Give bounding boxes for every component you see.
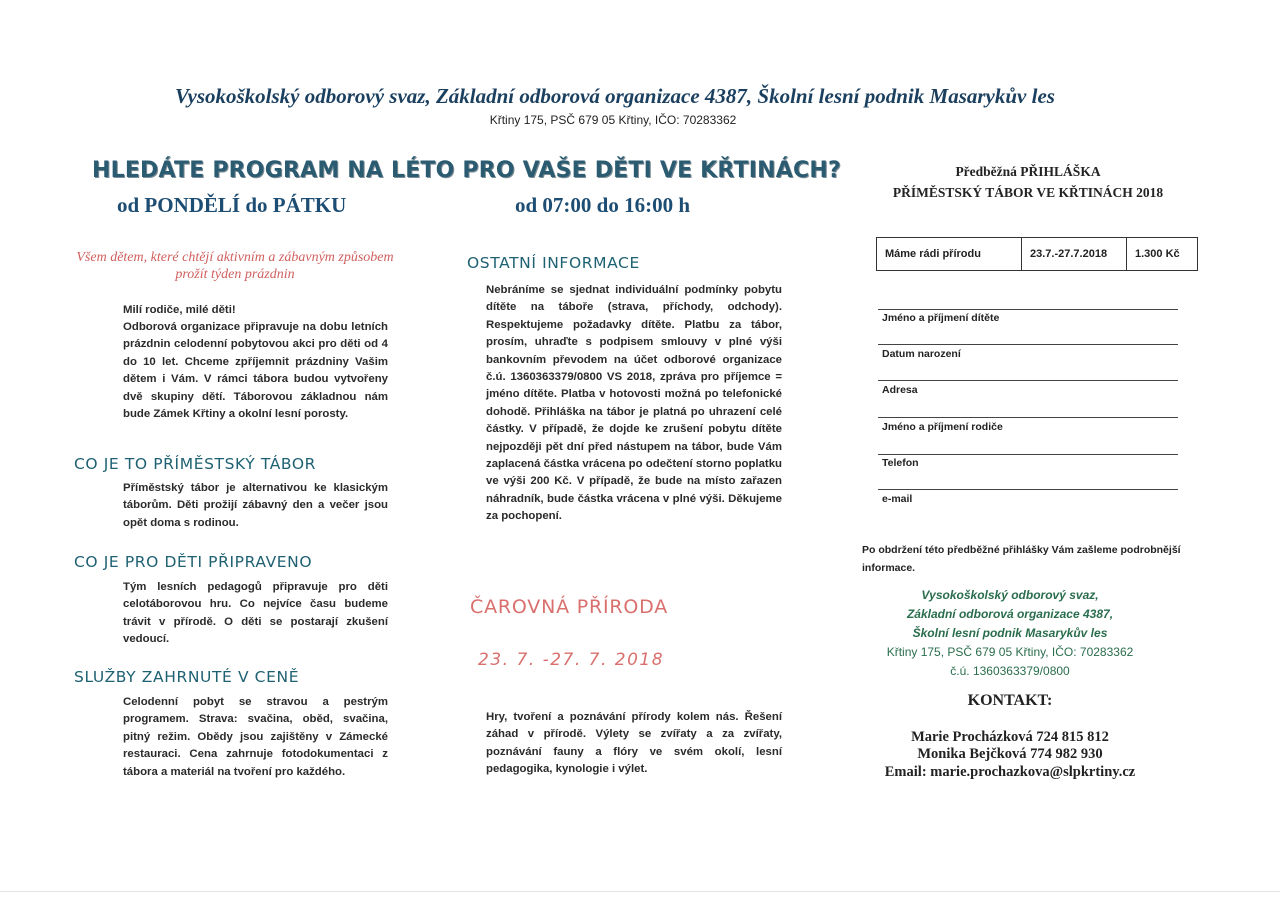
pricing-price: 1.300 Kč — [1127, 238, 1198, 271]
org-line-4: Křtiny 175, PSČ 679 05 Křtiny, IČO: 70283362 — [886, 645, 1134, 659]
schedule-days: od PONDĚLÍ do PÁTKU — [117, 193, 347, 217]
organization-title: Vysokoškolský odborový svaz, Základní odborová organizace 4387, Školní lesní podnik Masarykův les — [175, 84, 1055, 108]
child-name-label: Jméno a příjmení dítěte — [882, 312, 1000, 324]
pricing-row — [877, 238, 1198, 271]
registration-note: Po obdržení této předběžné přihlášky Vám zašleme podrobnější informace. — [862, 544, 1181, 574]
birth-date-line[interactable] — [878, 344, 1178, 345]
registration-subtitle: PŘÍMĚSTSKÝ TÁBOR VE KŘTINÁCH 2018 — [892, 185, 1164, 200]
page-bottom-divider — [0, 891, 1280, 892]
intro-greeting: Milí rodiče, milé děti! — [123, 304, 236, 316]
contact-title: KONTAKT: — [967, 692, 1053, 709]
phone-line[interactable] — [878, 454, 1178, 455]
contact-person-2: Monika Bejčková 774 982 930 — [917, 746, 1103, 762]
organization-block — [860, 586, 1160, 681]
contact-email[interactable]: Email: marie.prochazkova@slpkrtiny.cz — [884, 764, 1136, 780]
tagline: Všem dětem, které chtějí aktivním a zábavným způsobem prožít týden prázdnin — [76, 250, 394, 282]
phone-label: Telefon — [882, 457, 919, 469]
main-headline: HLEDÁTE PROGRAM NA LÉTO PRO VAŠE DĚTI VE KŘTINÁCH? — [92, 158, 841, 183]
pricing-program: Máme rádi přírodu — [877, 238, 1022, 271]
parent-name-line[interactable] — [878, 417, 1178, 418]
section-heading-what-is-camp: CO JE TO PŘÍMĚSTSKÝ TÁBOR — [74, 455, 317, 473]
section-text-included-services: Celodenní pobyt se stravou a pestrým programem. Strava: svačina, oběd, svačina, pitný režim. Obědy jsou zajištěny v Zámecké restauraci. Cena zahrnuje fotodokumentaci z tábora a materiál na tvoření pro každého. — [123, 696, 388, 778]
contact-person-1: Marie Procházková 724 815 812 — [911, 729, 1109, 745]
organization-address: Křtiny 175, PSČ 679 05 Křtiny, IČO: 70283362 — [489, 113, 737, 127]
email-label: e-mail — [882, 493, 913, 505]
theme-dates: 23. 7. -27. 7. 2018 — [478, 650, 665, 670]
org-line-5: č.ú. 1360363379/0800 — [950, 664, 1070, 678]
pricing-table — [876, 237, 1198, 271]
org-line-3: Školní lesní podnik Masarykův les — [912, 626, 1108, 640]
other-info-text: Nebráníme se sjednat individuální podmínky pobytu dítěte na táboře (strava, příchody, odchody). Respektujeme požadavky dítěte. Platbu za tábor, prosím, uhraďte s podpisem smlouvy v plné výši bankovním převodem na účet odborové organizace č.ú. 1360363379/0800 VS 2018, zpráva pro příjemce = jméno dítěte. Platba v hotovosti možná po telefonické dohodě. Přihláška na tábor je platná po uhrazení celé částky. V případě, že dojde ke zrušení pobytu dítěte nejpozději pět dní před nástupem na tábor, bude Vám zaplacená částka vrácena po odečtení storno poplatku ve výši 200 Kč. V případě, že bude na místo zařazen náhradník, bude částka vrácena v plné výši. Děkujeme za pochopení. — [486, 284, 782, 523]
address-line[interactable] — [878, 380, 1178, 381]
theme-title: ČAROVNÁ PŘÍRODA — [470, 596, 669, 618]
birth-date-label: Datum narození — [882, 348, 961, 360]
org-line-1: Vysokoškolský odborový svaz, — [921, 588, 1099, 602]
pricing-dates: 23.7.-27.7.2018 — [1022, 238, 1127, 271]
section-text-what-is-camp: Příměstský tábor je alternativou ke klasickým táborům. Děti prožijí zábavný den a večer jsou opět doma s rodinou. — [123, 482, 388, 529]
email-line[interactable] — [878, 489, 1178, 490]
section-heading-other-info: OSTATNÍ INFORMACE — [467, 254, 640, 272]
section-heading-prepared: CO JE PRO DĚTI PŘIPRAVENO — [74, 553, 313, 571]
section-text-prepared: Tým lesních pedagogů připravuje pro děti celotáborovou hru. Co nejvíce času budeme trávit v přírodě. O děti se postarají zkušení vedoucí. — [123, 581, 388, 646]
parent-name-label: Jméno a příjmení rodiče — [882, 421, 1003, 433]
address-label: Adresa — [882, 384, 918, 396]
schedule-hours: od 07:00 do 16:00 h — [515, 193, 691, 217]
section-heading-included-services: SLUŽBY ZAHRNUTÉ V CENĚ — [74, 668, 300, 686]
registration-title: Předběžná PŘIHLÁŠKA — [955, 164, 1101, 179]
org-line-2: Základní odborová organizace 4387, — [906, 607, 1114, 621]
child-name-line[interactable] — [878, 309, 1178, 310]
intro-text: Odborová organizace připravuje na dobu letních prázdnin celodenní pobytovou akci pro děti od 4 do 10 let. Chceme zpříjemnit prázdniny Vašim dětem i Vám. V rámci tábora budou vytvořeny dvě skupiny dětí. Táborovou základnou nám bude Zámek Křtiny a okolní lesní porosty. — [123, 321, 388, 421]
theme-text: Hry, tvoření a poznávání přírody kolem nás. Řešení záhad v přírodě. Výlety se zvířaty a za zvířaty, poznávání fauny a flóry ve svém okolí, lesní pedagogika, kynologie i výlet. — [486, 711, 782, 776]
